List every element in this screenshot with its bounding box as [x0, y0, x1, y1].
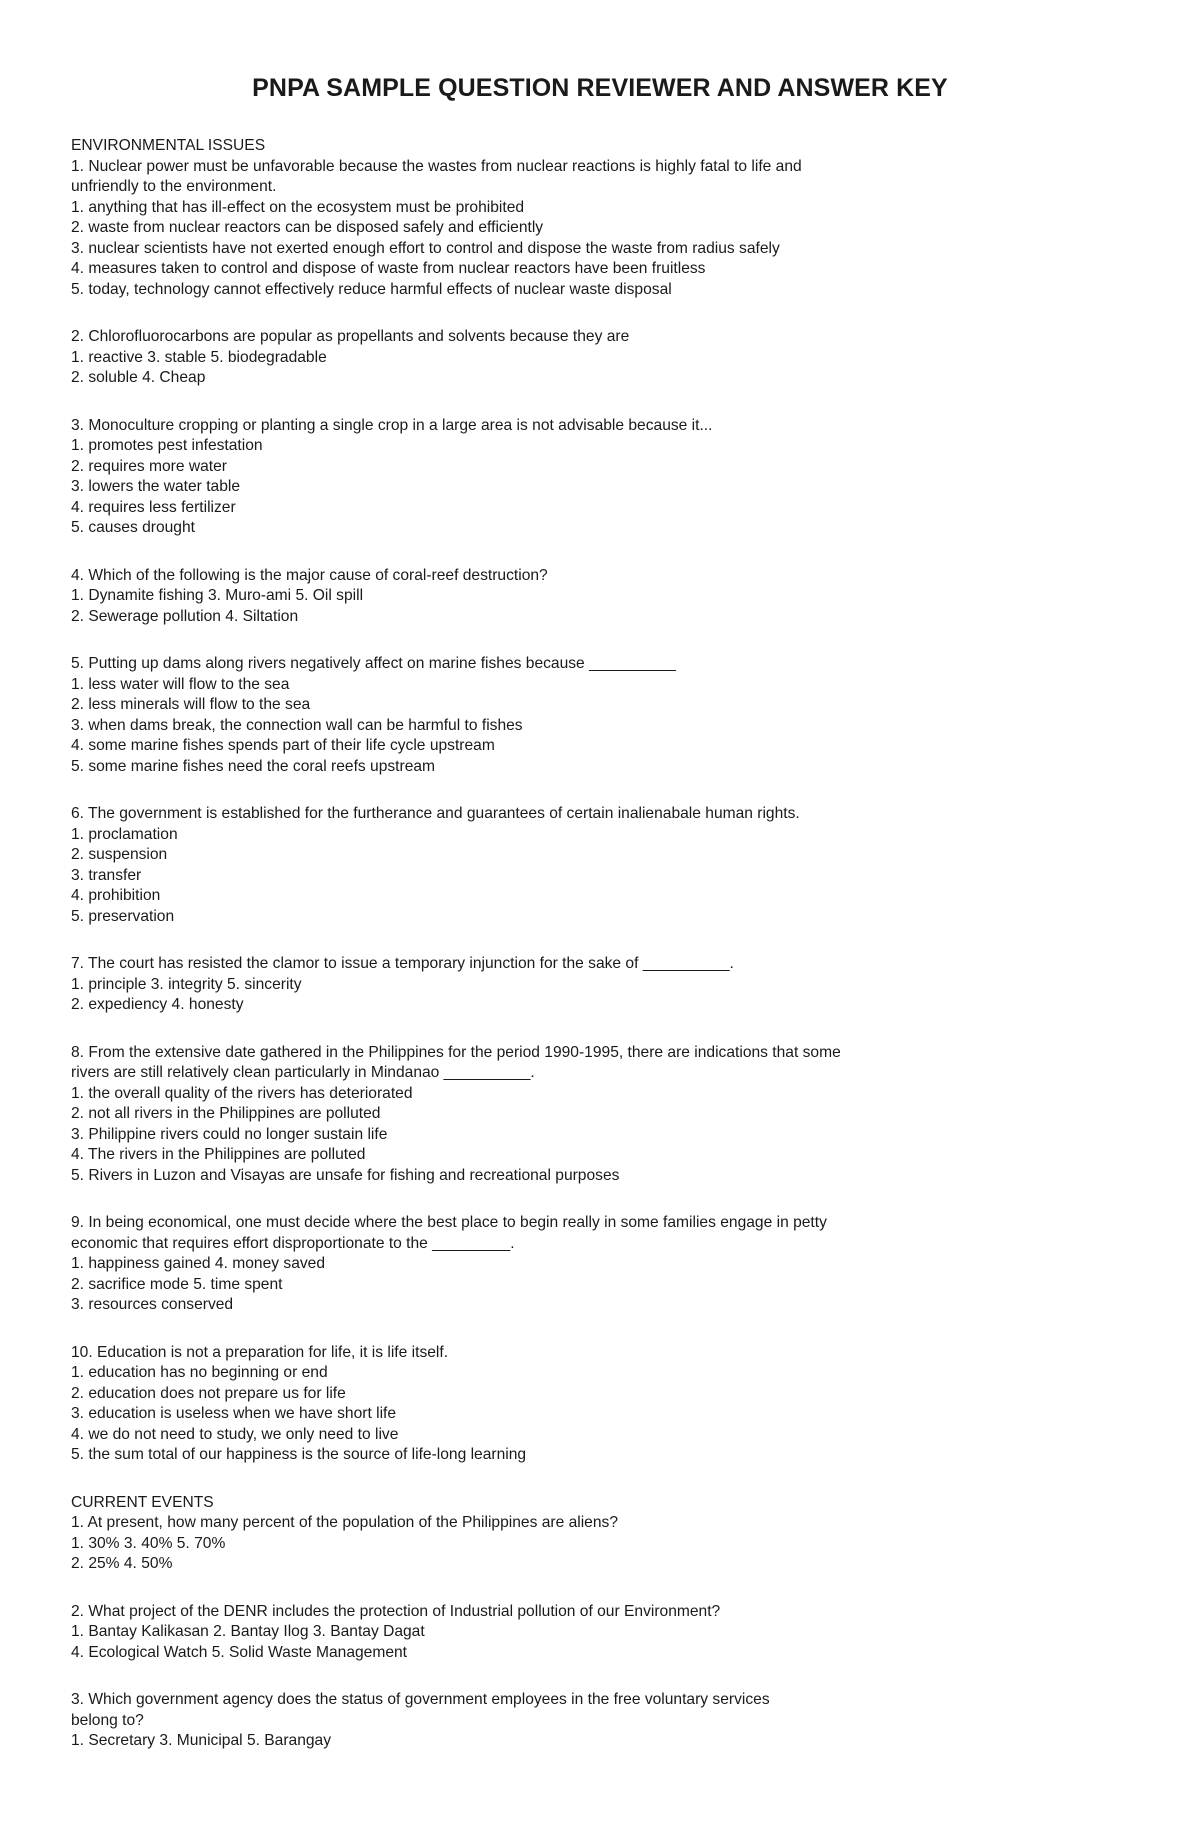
question-block — [71, 954, 1131, 1016]
answer-option: 2. soluble 4. Cheap — [71, 369, 206, 386]
question-spacer — [71, 300, 1131, 327]
question-text: 10. Education is not a preparation for life, it is life itself. — [71, 1343, 449, 1361]
section-heading: ENVIRONMENTAL ISSUES — [71, 137, 266, 154]
section-heading: CURRENT EVENTS — [71, 1493, 214, 1511]
answer-option: 2. waste from nuclear reactors can be disposed safely and efficiently — [71, 219, 544, 236]
answer-option: 2. suspension — [71, 846, 168, 863]
question-text: 5. Putting up dams along rivers negatively affect on marine fishes because __________ — [71, 655, 676, 672]
question-text: 1. At present, how many percent of the population of the Philippines are aliens? — [71, 1514, 618, 1531]
answer-option: 1. proclamation — [71, 825, 178, 843]
question-text: 4. Which of the following is the major cause of coral-reef destruction? — [71, 566, 548, 584]
answer-option: 5. some marine fishes need the coral reefs upstream — [71, 757, 436, 775]
answer-option: 2. sacrifice mode 5. time spent — [71, 1275, 283, 1293]
document-title: PNPA SAMPLE QUESTION REVIEWER AND ANSWER KEY — [252, 74, 948, 102]
question-text: 3. Monoculture cropping or planting a single crop in a large area is not advisable because it... — [71, 416, 713, 434]
answer-option: 5. preservation — [71, 907, 175, 925]
question-block — [71, 416, 1131, 539]
question-block — [71, 1213, 1131, 1316]
answer-option: 1. 30% 3. 40% 5. 70% — [71, 1534, 226, 1552]
answer-option: 4. Ecological Watch 5. Solid Waste Management — [71, 1643, 408, 1661]
answer-option: 1. the overall quality of the rivers has deteriorated — [71, 1084, 413, 1102]
question-text: 2. Chlorofluorocarbons are popular as propellants and solvents because they are — [71, 328, 630, 345]
answer-option: 1. principle 3. integrity 5. sincerity — [71, 975, 302, 993]
answer-option: 4. prohibition — [71, 887, 161, 904]
answer-option: 3. resources conserved — [71, 1296, 234, 1313]
question-block — [71, 327, 1131, 389]
answer-option: 4. requires less fertilizer — [71, 498, 236, 516]
answer-option: 1. education has no beginning or end — [71, 1364, 328, 1381]
answer-option: 5. Rivers in Luzon and Visayas are unsafe for fishing and recreational purposes — [71, 1166, 620, 1184]
section-spacer — [71, 1466, 1131, 1493]
answer-option: 1. Secretary 3. Municipal 5. Barangay — [71, 1732, 332, 1749]
question-text: 2. What project of the DENR includes the protection of Industrial pollution of our Environment? — [71, 1602, 721, 1620]
question-text: 3. Which government agency does the status of government employees in the free voluntary services — [71, 1691, 770, 1708]
question-spacer — [71, 1575, 1131, 1602]
question-block — [71, 566, 1131, 628]
answer-option: 3. Philippine rivers could no longer sustain life — [71, 1125, 388, 1143]
question-spacer — [71, 927, 1131, 954]
answer-option: 2. requires more water — [71, 457, 227, 475]
answer-option: 5. the sum total of our happiness is the source of life-long learning — [71, 1446, 527, 1463]
answer-option: 3. when dams break, the connection wall can be harmful to fishes — [71, 716, 523, 734]
answer-option: 5. today, technology cannot effectively reduce harmful effects of nuclear waste disposal — [71, 280, 672, 298]
question-block — [71, 1343, 1131, 1466]
question-block — [71, 804, 1131, 927]
answer-option: 4. some marine fishes spends part of their life cycle upstream — [71, 737, 495, 754]
question-text: rivers are still relatively clean particularly in Mindanao __________. — [71, 1064, 535, 1081]
question-block — [71, 1602, 1131, 1664]
question-text: unfriendly to the environment. — [71, 178, 277, 195]
section — [71, 1493, 1131, 1752]
question-text: belong to? — [71, 1711, 144, 1729]
answer-option: 1. anything that has ill-effect on the ecosystem must be prohibited — [71, 198, 525, 216]
answer-option: 1. less water will flow to the sea — [71, 675, 290, 693]
answer-option: 2. education does not prepare us for life — [71, 1384, 346, 1402]
answer-option: 1. promotes pest infestation — [71, 437, 263, 454]
question-text: economic that requires effort disproportionate to the _________. — [71, 1234, 515, 1252]
question-text: 6. The government is established for the furtherance and guarantees of certain inalienabale human rights. — [71, 805, 800, 822]
question-text: 1. Nuclear power must be unfavorable because the wastes from nuclear reactions is highly fatal to life and — [71, 157, 802, 175]
answer-option: 2. Sewerage pollution 4. Siltation — [71, 607, 299, 625]
answer-option: 1. Bantay Kalikasan 2. Bantay Ilog 3. Bantay Dagat — [71, 1623, 425, 1640]
question-block — [71, 654, 1131, 777]
question-spacer — [71, 777, 1131, 804]
answer-option: 3. education is useless when we have short life — [71, 1405, 397, 1422]
question-spacer — [71, 389, 1131, 416]
answer-option: 2. expediency 4. honesty — [71, 996, 244, 1013]
answer-option: 2. not all rivers in the Philippines are polluted — [71, 1105, 381, 1122]
answer-option: 3. nuclear scientists have not exerted enough effort to control and dispose the waste from radius safely — [71, 239, 780, 257]
question-spacer — [71, 1016, 1131, 1043]
question-block — [71, 1043, 1131, 1187]
answer-option: 5. causes drought — [71, 519, 195, 536]
section — [71, 136, 1131, 1466]
answer-option: 4. The rivers in the Philippines are polluted — [71, 1146, 366, 1163]
question-spacer — [71, 539, 1131, 566]
document-body — [71, 136, 1131, 1752]
answer-option: 3. transfer — [71, 866, 142, 884]
question-spacer — [71, 627, 1131, 654]
answer-option: 1. reactive 3. stable 5. biodegradable — [71, 348, 327, 366]
question-text: 9. In being economical, one must decide where the best place to begin really in some families engage in petty — [71, 1214, 827, 1231]
question-spacer — [71, 1663, 1131, 1690]
answer-option: 1. happiness gained 4. money saved — [71, 1255, 326, 1272]
answer-option: 4. measures taken to control and dispose of waste from nuclear reactors have been fruitless — [71, 260, 706, 277]
question-block — [71, 157, 1131, 301]
answer-option: 4. we do not need to study, we only need to live — [71, 1425, 399, 1443]
question-spacer — [71, 1316, 1131, 1343]
answer-option: 2. less minerals will flow to the sea — [71, 696, 311, 713]
answer-option: 3. lowers the water table — [71, 478, 241, 495]
question-text: 7. The court has resisted the clamor to issue a temporary injunction for the sake of __________. — [71, 955, 734, 972]
answer-option: 1. Dynamite fishing 3. Muro-ami 5. Oil spill — [71, 587, 364, 604]
question-spacer — [71, 1186, 1131, 1213]
answer-option: 2. 25% 4. 50% — [71, 1555, 173, 1572]
question-block — [71, 1690, 1131, 1752]
question-text: 8. From the extensive date gathered in the Philippines for the period 1990-1995, there are indications that some — [71, 1043, 841, 1061]
question-block — [71, 1513, 1131, 1575]
